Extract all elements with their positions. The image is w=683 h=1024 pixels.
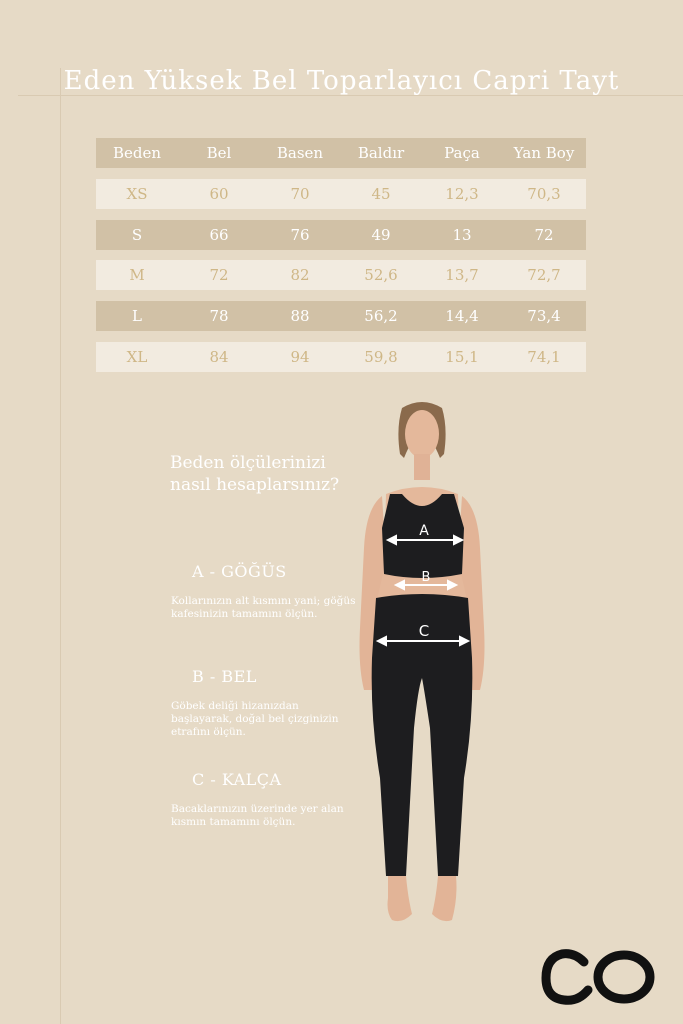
howto-line-1: Beden ölçülerinizi — [170, 453, 326, 473]
howto-heading — [170, 452, 339, 496]
table-cell: 52,6 — [364, 266, 398, 284]
table-cell: 72 — [534, 226, 554, 244]
table-row-m — [96, 260, 586, 290]
head-shape — [405, 410, 439, 458]
table-cell: 72 — [209, 266, 229, 284]
section-waist-text: Göbek deliği hizanızdan başlayarak, doğal bel çizginizin etrafını ölçün. — [171, 700, 339, 738]
logo-o-stroke — [598, 955, 650, 999]
page-title: Eden Yüksek Bel Toparlayıcı Capri Tayt — [63, 66, 620, 96]
table-cell: 70,3 — [527, 185, 561, 203]
header-cell: Paça — [444, 144, 480, 162]
table-cell: L — [132, 307, 142, 325]
table-row-l — [96, 301, 586, 331]
table-cell: XS — [126, 185, 148, 203]
table-cell: 59,8 — [364, 348, 398, 366]
table-cell: 14,4 — [445, 307, 479, 325]
header-cell: Yan Boy — [513, 144, 575, 162]
table-row-xs — [96, 179, 586, 209]
right-foot-shape — [432, 876, 457, 921]
table-row-s — [96, 220, 586, 250]
label-a: A — [419, 523, 429, 539]
section-waist-title: B - BEL — [192, 667, 257, 686]
table-cell: 15,1 — [445, 348, 479, 366]
table-cell: 66 — [209, 226, 229, 244]
table-cell: 49 — [371, 226, 391, 244]
header-cell: Baldır — [357, 144, 405, 162]
table-cell: 88 — [290, 307, 310, 325]
table-cell: 73,4 — [527, 307, 561, 325]
table-cell: M — [129, 266, 145, 284]
section-chest-text: Kollarınızın alt kısmını yani; göğüs kafesinizin tamamını ölçün. — [171, 595, 356, 620]
section-hip-text: Bacaklarınızın üzerinde yer alan kısmın tamamını ölçün. — [171, 803, 344, 828]
logo-c-stroke — [546, 954, 588, 1001]
header-cell: Bel — [206, 144, 232, 162]
table-cell: 13 — [452, 226, 472, 244]
table-cell: 84 — [209, 348, 229, 366]
table-cell: 74,1 — [527, 348, 561, 366]
table-cell: 82 — [290, 266, 310, 284]
table-row-xl — [96, 342, 586, 372]
left-foot-shape — [388, 876, 413, 921]
label-c: C — [418, 622, 430, 640]
model-figure-illustration — [352, 398, 492, 926]
table-cell: 13,7 — [445, 266, 479, 284]
neck-shape — [414, 454, 430, 480]
label-b: B — [421, 570, 431, 585]
table-cell: 70 — [290, 185, 310, 203]
section-hip-title: C - KALÇA — [192, 770, 282, 789]
table-cell: 78 — [209, 307, 229, 325]
table-cell: 45 — [371, 185, 391, 203]
section-chest-title: A - GÖĞÜS — [192, 562, 287, 581]
table-cell: 94 — [290, 348, 310, 366]
table-header-row — [96, 138, 586, 168]
table-cell: 72,7 — [527, 266, 561, 284]
guide-line-vertical — [60, 68, 61, 1024]
header-cell: Basen — [276, 144, 324, 162]
table-cell: 56,2 — [364, 307, 398, 325]
table-cell: 12,3 — [445, 185, 479, 203]
table-cell: XL — [126, 348, 148, 366]
howto-line-2: nasıl hesaplarsınız? — [170, 475, 340, 495]
table-cell: 76 — [290, 226, 310, 244]
table-cell: S — [131, 226, 143, 244]
table-cell: 60 — [209, 185, 229, 203]
header-cell: Beden — [112, 144, 162, 162]
brand-logo — [540, 948, 658, 1006]
